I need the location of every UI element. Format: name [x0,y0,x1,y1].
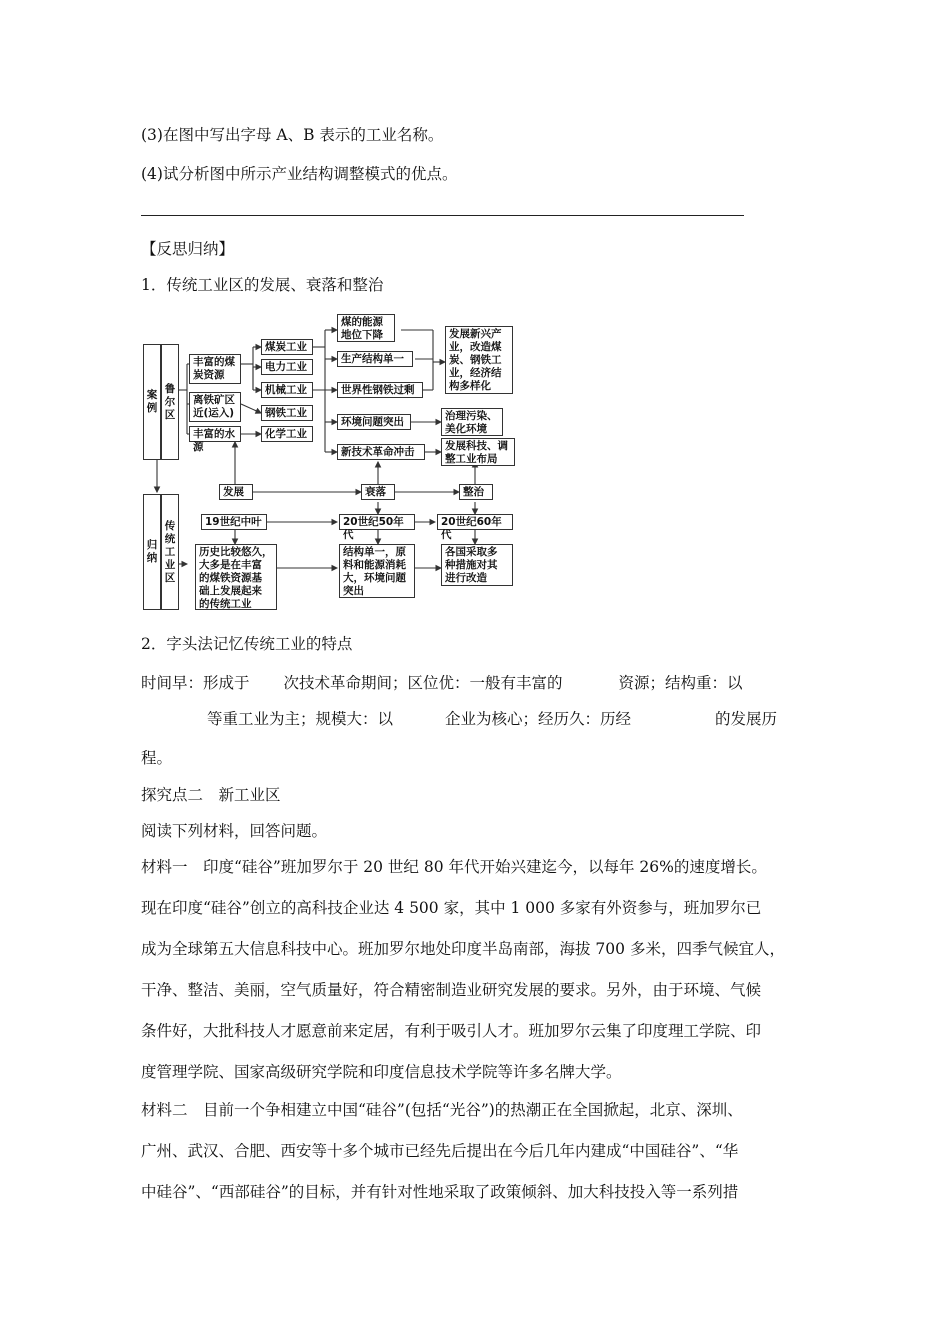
measure-technology: 发展科技、调 整工业布局 [441,438,515,466]
problem-single-structure: 生产结构单一 [337,351,413,367]
features-text: 次技术革命期间；区位优：一般有丰富的 [283,674,563,692]
resource-water: 丰富的水源 [189,426,241,442]
stage-decline: 衰落 [361,484,395,500]
features-text: 资源；结构重：以 [618,674,743,692]
problem-coal-decline: 煤的能源 地位下降 [337,314,395,342]
period-1950s: 20世纪50年代 [339,514,415,530]
question-3: (3)在图中写出字母 A、B 表示的工业名称。 [141,126,444,144]
period-1960s: 20世纪60年代 [437,514,513,530]
problem-tech-revolution: 新技术革命冲击 [337,444,425,460]
industry-machinery: 机械工业 [261,382,313,398]
traditional-region-label: 传 统 工 业 区 [161,494,179,610]
resource-iron: 离铁矿区 近(运入) [189,392,241,422]
features-text: 等重工业为主；规模大：以 [207,710,394,728]
features-text: 企业为核心；经历久：历经 [445,710,632,728]
material1-line: 条件好，大批科技人才愿意前来定居，有利于吸引人才。班加罗尔云集了印度理工学院、印 [141,1022,762,1040]
question-4: (4)试分析图中所示产业结构调整模式的优点。 [141,165,458,183]
reflection-item-1: 1．传统工业区的发展、衰落和整治 [141,276,384,294]
summary-history: 历史比较悠久， 大多是在丰富 的煤铁资源基 础上发展起来 的传统工业 [195,544,277,610]
material1-line: 材料一 印度“硅谷”班加罗尔于 20 世纪 80 年代开始兴建迄今，以每年 26%的速度增长。 [141,858,767,876]
features-line-1 [141,673,743,693]
features-text: 的发展历 [715,710,778,728]
material2-line: 广州、武汉、合肥、西安等十多个城市已经先后提出在今后几年内建成“中国硅谷”、“华 [141,1142,739,1160]
industry-steel: 钢铁工业 [261,405,313,421]
period-mid-19th: 19世纪中叶 [201,514,267,530]
features-line-3: 程。 [141,749,173,767]
industrial-region-diagram [143,312,525,612]
answer-line[interactable] [141,215,744,216]
reflection-title: 【反思归纳】 [141,240,235,258]
resource-coal: 丰富的煤 炭资源 [189,354,241,384]
measure-new-industries: 发展新兴产 业，改造煤 炭、钢铁工 业，经济结 构多样化 [445,326,513,394]
summary-structure: 结构单一，原 料和能源消耗 大，环境问题 突出 [339,544,415,598]
section-instruction: 阅读下列材料，回答问题。 [141,822,328,840]
material1-line: 成为全球第五大信息科技中心。班加罗尔地处印度半岛南部，海拔 700 多米，四季气候宜人， [141,940,785,958]
features-line-2 [141,709,777,729]
problem-steel-surplus: 世界性钢铁过剩 [337,382,423,398]
material2-line: 中硅谷”、“西部硅谷”的目标，并有针对性地采取了政策倾斜、加大科技投入等一系列措 [141,1183,739,1201]
ruhr-label: 鲁 尔 区 [161,344,179,460]
stage-development: 发展 [219,484,253,500]
summary-label: 归 纳 [143,494,161,610]
case-label: 案 例 [143,344,161,460]
material2-line: 材料二 目前一个争相建立中国“硅谷”(包括“光谷”)的热潮正在全国掀起，北京、深圳、 [141,1101,743,1119]
material1-line: 现在印度“硅谷”创立的高科技企业达 4 500 家，其中 1 000 多家有外资参与，班加罗尔已 [141,899,762,917]
material1-line: 度管理学院、国家高级研究学院和印度信息技术学院等许多名牌大学。 [141,1063,622,1081]
features-text: 时间早：形成于 [141,674,250,692]
measure-pollution: 治理污染、 美化环境 [441,408,503,436]
reflection-item-2: 2．字头法记忆传统工业的特点 [141,635,353,653]
problem-environment: 环境问题突出 [337,414,411,430]
industry-coal: 煤炭工业 [261,339,313,355]
material1-line: 干净、整洁、美丽，空气质量好，符合精密制造业研究发展的要求。另外，由于环境、气候 [141,981,762,999]
industry-power: 电力工业 [261,359,313,375]
section-title: 探究点二 新工业区 [141,786,281,804]
summary-reform: 各国采取多 种措施对其 进行改造 [441,544,513,586]
stage-remediation: 整治 [459,484,493,500]
industry-chemical: 化学工业 [261,426,313,442]
